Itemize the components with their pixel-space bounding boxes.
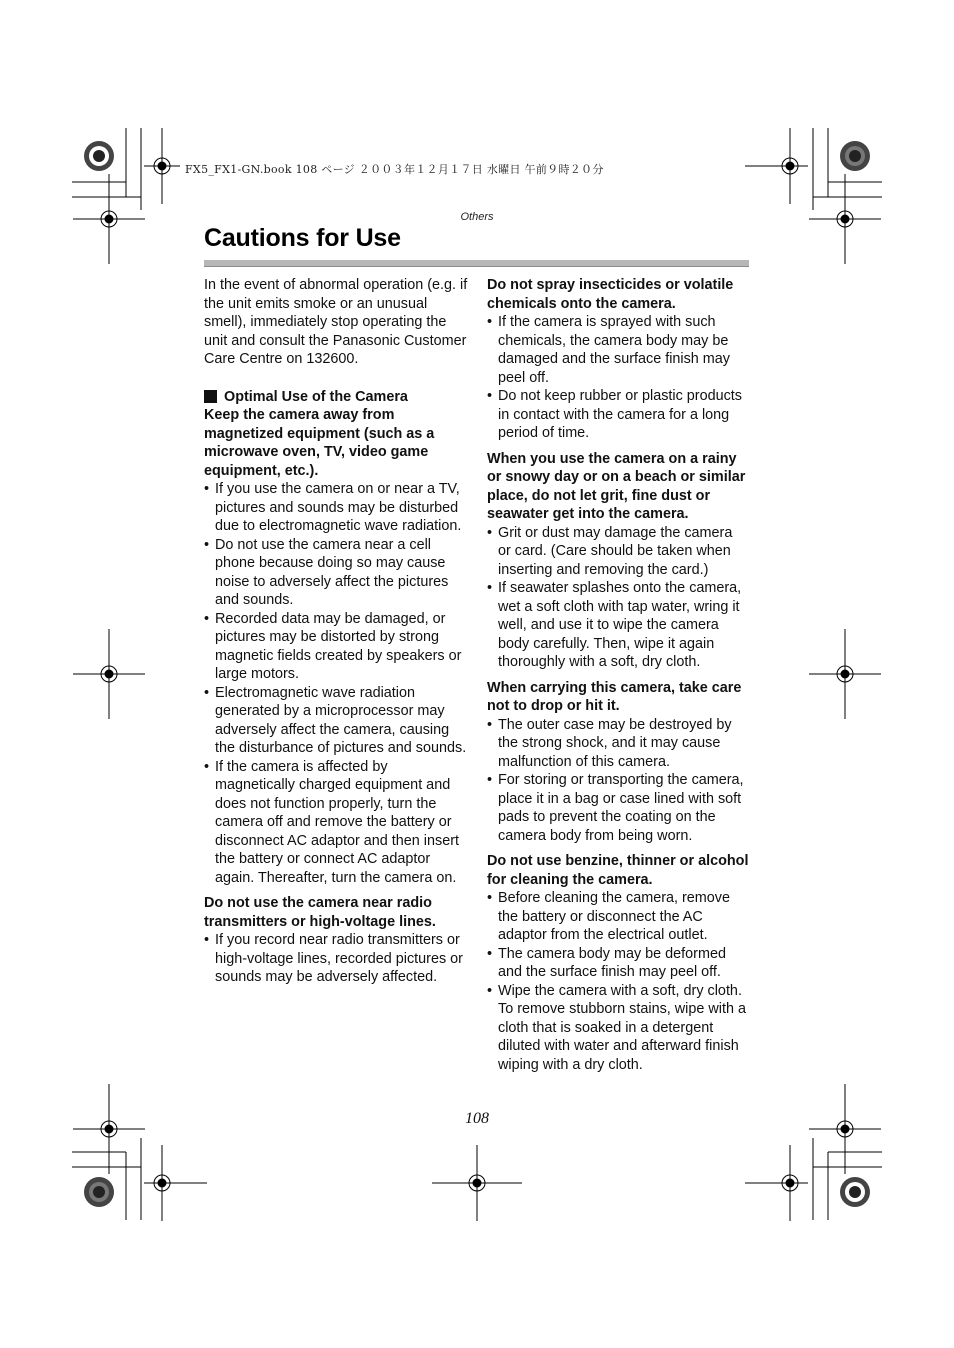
bullet-item: • Before cleaning the camera, remove the battery or disconnect the AC adaptor from the electrical outlet. bbox=[487, 889, 749, 945]
left-sections bbox=[204, 406, 470, 987]
section-tag: Others bbox=[460, 211, 494, 223]
caution-heading: When carrying this camera, take care not to drop or hit it. bbox=[487, 679, 742, 714]
caution-heading: Do not spray insecticides or volatile chemicals onto the camera. bbox=[487, 277, 734, 312]
page-title: Cautions for Use bbox=[204, 224, 401, 252]
subheading bbox=[204, 388, 470, 407]
bullet-item: • Do not keep rubber or plastic products in contact with the camera for a long period of time. bbox=[487, 387, 749, 443]
bullet-item: • The outer case may be destroyed by the strong shock, and it may cause malfunction of this camera. bbox=[487, 716, 749, 772]
right-column bbox=[487, 276, 749, 1081]
bullet-list bbox=[204, 931, 470, 987]
bullet-item: • The camera body may be deformed and the surface finish may peel off. bbox=[487, 945, 749, 982]
bullet-item: • If seawater splashes onto the camera, wet a soft cloth with tap water, wring it well, and use it to wipe the camera body carefully. Then, wipe it again thoroughly with a soft, dry cloth. bbox=[487, 579, 749, 672]
title-rule bbox=[204, 260, 749, 267]
left-column bbox=[204, 276, 470, 994]
caution-heading: Do not use benzine, thinner or alcohol for cleaning the camera. bbox=[487, 853, 749, 888]
bullet-list bbox=[487, 889, 749, 1074]
bullet-item: • Recorded data may be damaged, or pictures may be distorted by strong magnetic fields created by speakers or large motors. bbox=[204, 610, 470, 684]
page-number: 108 bbox=[465, 1110, 489, 1127]
bullet-item: • Wipe the camera with a soft, dry cloth. To remove stubborn stains, wipe with a cloth that is soaked in a detergent diluted with water and afterward finish wiping with a dry cloth. bbox=[487, 982, 749, 1075]
subheading-text: Optimal Use of the Camera bbox=[224, 388, 408, 405]
caution-heading: When you use the camera on a rainy or snowy day or on a beach or similar place, do not let grit, fine dust or seawater get into the camera. bbox=[487, 450, 746, 522]
bullet-item: • Do not use the camera near a cell phone because doing so may cause noise to adversely affect the pictures and sounds. bbox=[204, 536, 470, 610]
bullet-item: • If you use the camera on or near a TV, pictures and sounds may be disturbed due to electromagnetic wave radiation. bbox=[204, 480, 470, 536]
bullet-item: • If you record near radio transmitters or high-voltage lines, recorded pictures or sounds may be adversely affected. bbox=[204, 931, 470, 987]
bullet-list bbox=[487, 313, 749, 443]
intro-paragraph: In the event of abnormal operation (e.g. if the unit emits smoke or an unusual smell), immediately stop operating the unit and consult the Panasonic Customer Care Centre on 132600. bbox=[204, 277, 468, 367]
bullet-list bbox=[204, 480, 470, 887]
caution-heading: Keep the camera away from magnetized equipment (such as a microwave oven, TV, video game equipment, etc.). bbox=[204, 407, 435, 479]
caution-heading: Do not use the camera near radio transmitters or high-voltage lines. bbox=[204, 895, 436, 930]
bullet-item: • Grit or dust may damage the camera or card. (Care should be taken when inserting and removing the card.) bbox=[487, 524, 749, 580]
bullet-list bbox=[487, 716, 749, 846]
bullet-item: • If the camera is affected by magnetically charged equipment and does not function properly, turn the camera off and remove the battery or disconnect AC adaptor and then insert the battery or connect AC adaptor again. Thereafter, turn the camera on. bbox=[204, 758, 470, 888]
print-header-slug: FX5_FX1-GN.book 108 ページ ２００３年１２月１７日 水曜日 午前９時２０分 bbox=[185, 163, 604, 176]
square-bullet-icon bbox=[204, 390, 217, 403]
bullet-item: • For storing or transporting the camera, place it in a bag or case lined with soft pads to prevent the coating on the camera body from being worn. bbox=[487, 771, 749, 845]
bullet-list bbox=[487, 524, 749, 672]
right-sections bbox=[487, 276, 749, 1074]
bullet-item: • Electromagnetic wave radiation generated by a microprocessor may adversely affect the camera, causing the disturbance of pictures and sounds. bbox=[204, 684, 470, 758]
bullet-item: • If the camera is sprayed with such chemicals, the camera body may be damaged and the surface finish may peel off. bbox=[487, 313, 749, 387]
